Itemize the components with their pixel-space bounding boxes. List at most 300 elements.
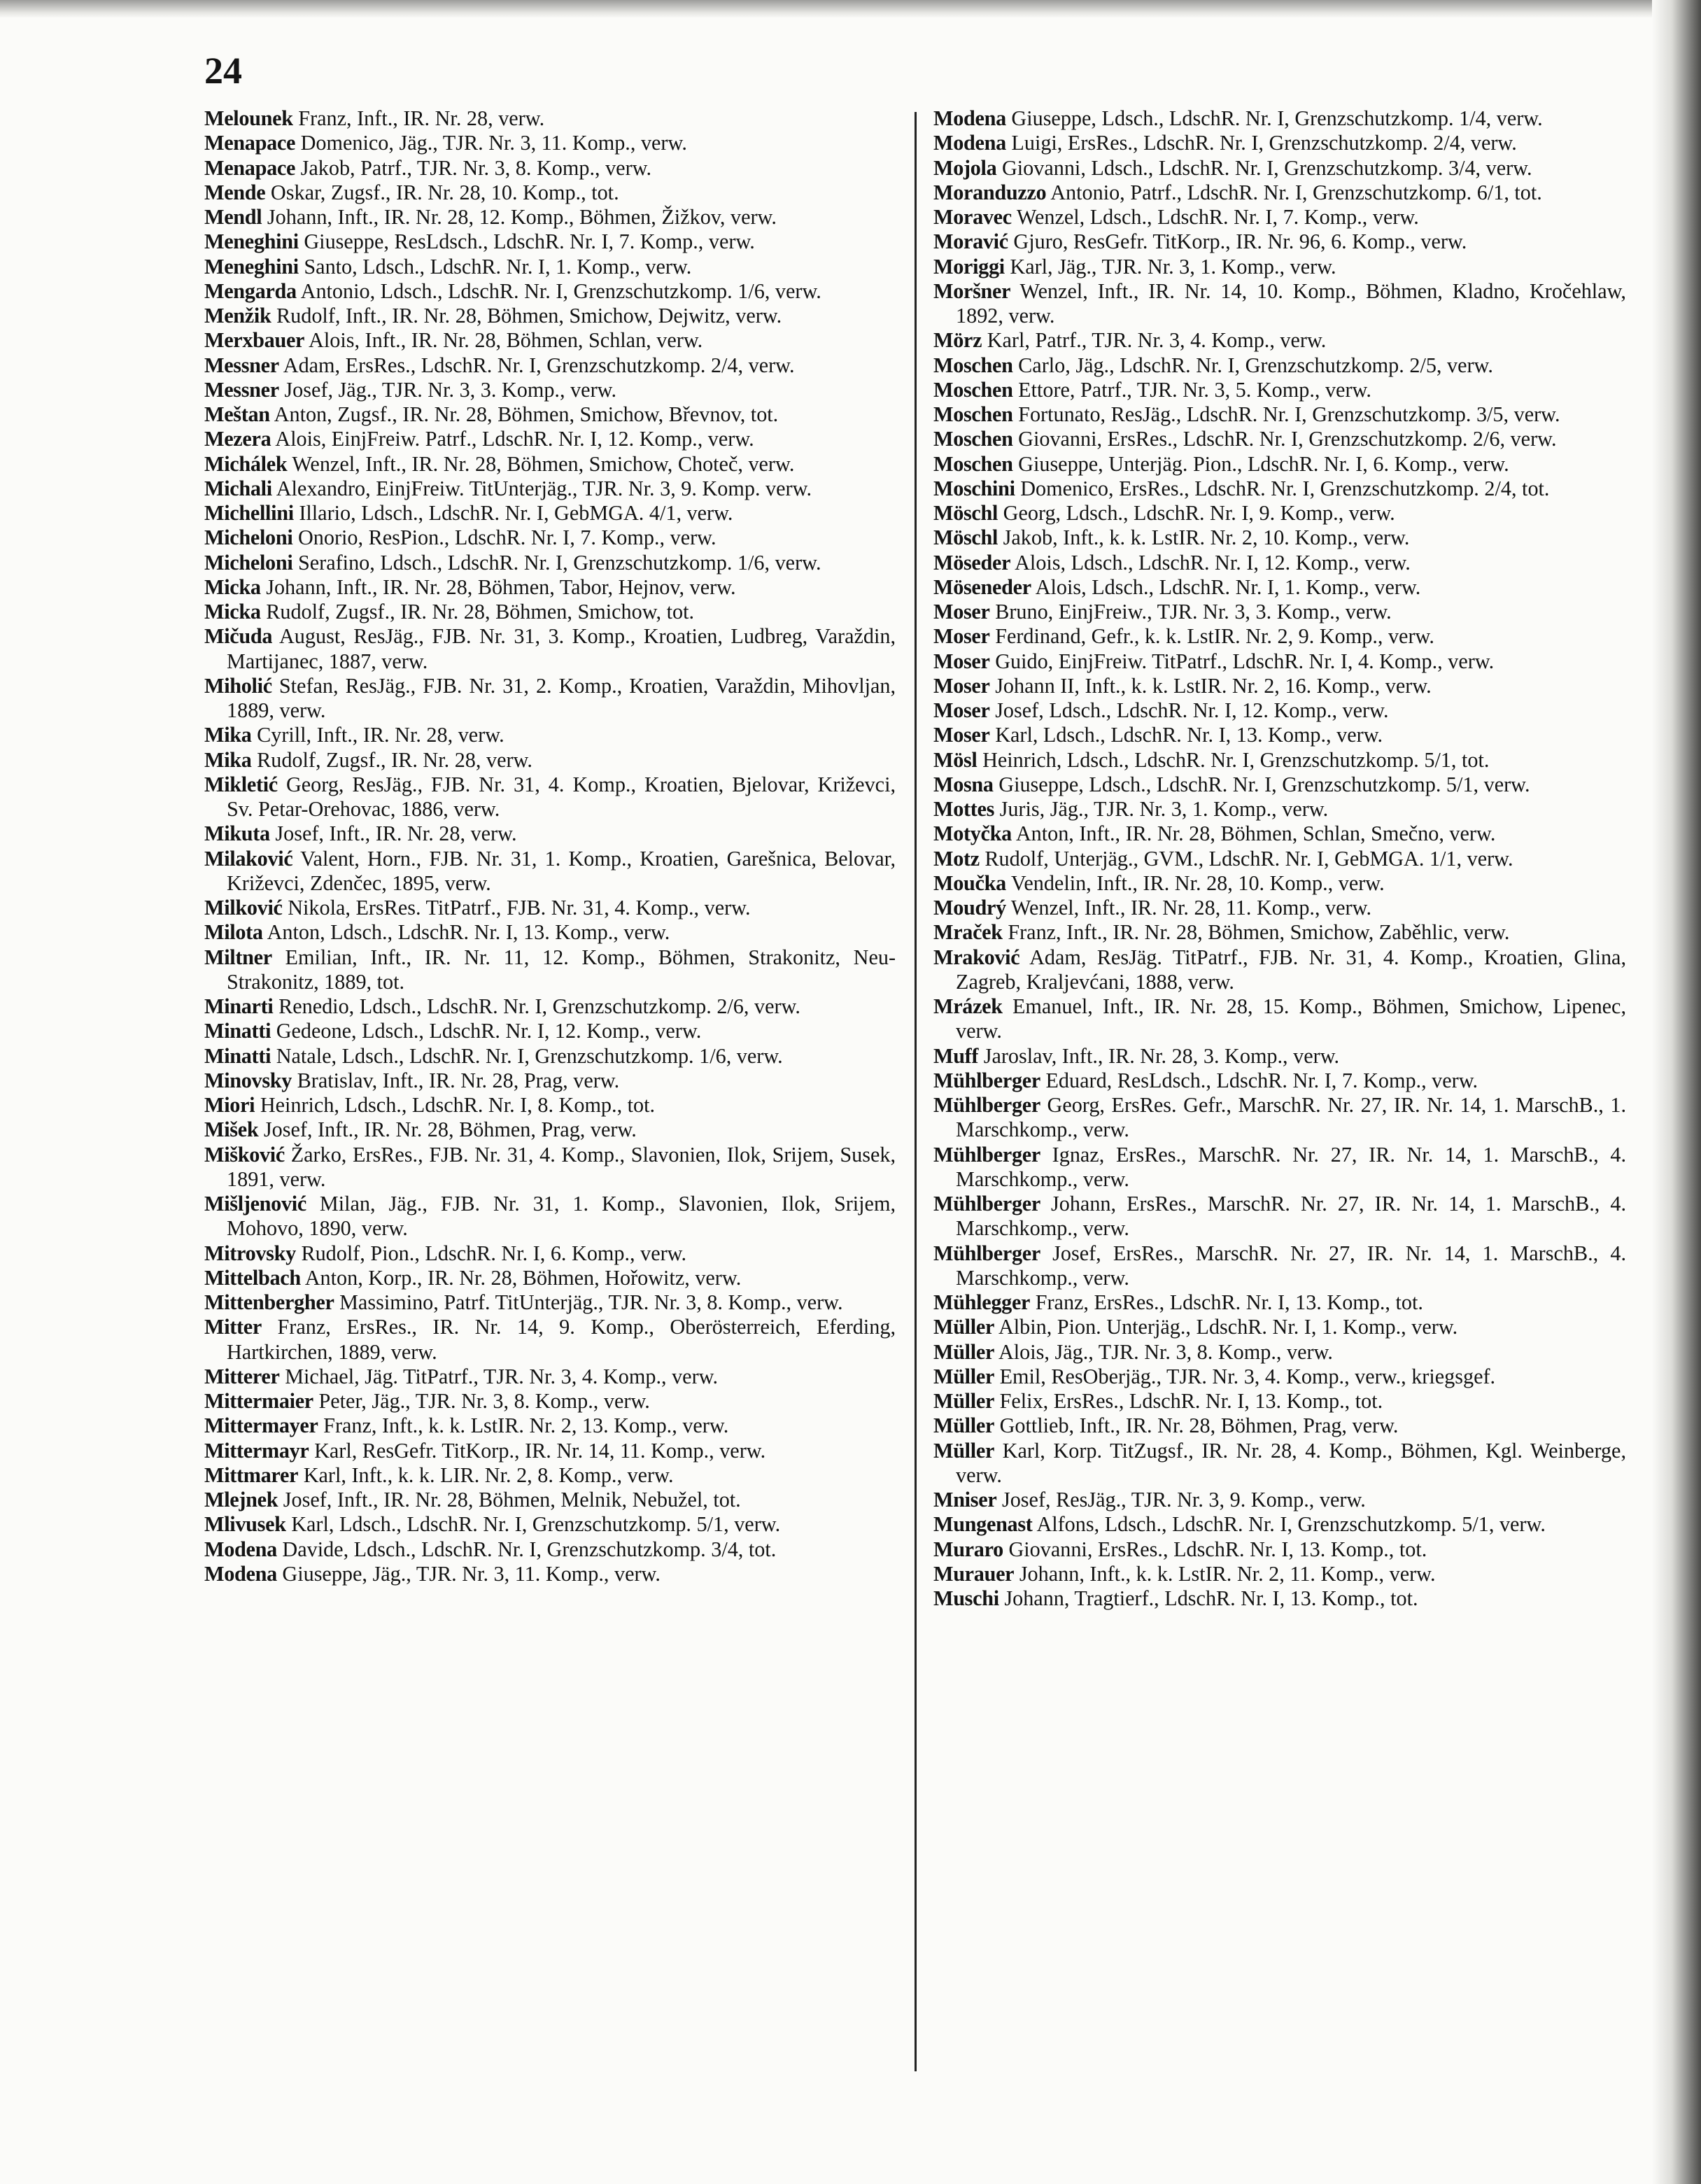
roll-entry (204, 624, 896, 674)
roll-entry (933, 1512, 1626, 1537)
roll-entry (933, 994, 1626, 1044)
entry-details: Wenzel, Inft., IR. Nr. 28, Böhmen, Smichow, Choteč, verw. (292, 451, 795, 476)
entry-details: Franz, Inft., IR. Nr. 28, verw. (298, 106, 545, 130)
roll-entry (933, 255, 1626, 279)
roll-entry (204, 452, 896, 477)
roll-entry (933, 181, 1626, 205)
entry-details: Natale, Ldsch., LdschR. Nr. I, Grenzschutzkomp. 1/6, verw. (276, 1043, 783, 1068)
entry-details: Ferdinand, Gefr., k. k. LstIR. Nr. 2, 9. Komp., verw. (995, 624, 1434, 649)
entry-details: Domenico, ErsRes., LdschR. Nr. I, Grenzschutzkomp. 2/4, tot. (1020, 476, 1550, 500)
surname: Moriggi (933, 254, 1005, 279)
surname: Mika (204, 747, 252, 772)
entry-details: Karl, Korp. TitZugsf., IR. Nr. 28, 4. Komp., Böhmen, Kgl. Weinberge, verw. (956, 1438, 1626, 1487)
surname: Mörz (933, 328, 982, 353)
entry-details: Karl, Inft., k. k. LIR. Nr. 2, 8. Komp., verw. (303, 1463, 674, 1487)
surname: Mühlberger (933, 1142, 1040, 1167)
surname: Möschl (933, 526, 998, 550)
surname: Melounek (204, 106, 293, 130)
entry-details: Giuseppe, Unterjäg. Pion., LdschR. Nr. I, 6. Komp., verw. (1018, 451, 1509, 476)
surname: Meneghini (204, 254, 299, 279)
entry-details: Bruno, EinjFreiw., TJR. Nr. 3, 3. Komp., verw. (995, 600, 1392, 624)
surname: Minovsky (204, 1068, 292, 1092)
entry-details: Oskar, Zugsf., IR. Nr. 28, 10. Komp., tot. (270, 180, 619, 204)
surname: Miori (204, 1093, 255, 1117)
surname: Mösl (933, 747, 977, 772)
surname: Mlivusek (204, 1512, 286, 1537)
surname: Michálek (204, 451, 288, 476)
surname: Motyčka (933, 822, 1012, 846)
roll-entry (204, 156, 896, 181)
entry-details: Josef, Inft., IR. Nr. 28, Böhmen, Prag, verw. (263, 1118, 637, 1142)
roll-entry (204, 1241, 896, 1266)
surname: Mittermayer (204, 1414, 318, 1438)
surname: Modena (933, 106, 1006, 130)
surname: Moser (933, 600, 990, 624)
surname: Milaković (204, 846, 293, 871)
entry-details: Emil, ResOberjäg., TJR. Nr. 3, 4. Komp., verw., kriegsgef. (999, 1364, 1496, 1388)
roll-entry (933, 723, 1626, 747)
roll-entry (933, 600, 1626, 624)
roll-entry (933, 526, 1626, 550)
surname: Mišković (204, 1142, 285, 1167)
roll-entry (933, 1069, 1626, 1093)
roll-entry (933, 1562, 1626, 1586)
entry-details: Giuseppe, Ldsch., LdschR. Nr. I, Grenzschutzkomp. 1/4, verw. (1011, 106, 1543, 130)
right-column (933, 106, 1626, 1611)
surname: Mitter (204, 1315, 262, 1339)
roll-entry (933, 279, 1626, 329)
entry-details: Milan, Jäg., FJB. Nr. 31, 1. Komp., Slavonien, Ilok, Srijem, Mohovo, 1890, verw. (227, 1192, 896, 1241)
entry-details: Georg, ErsRes. Gefr., MarschR. Nr. 27, IR. Nr. 14, 1. MarschB., 1. Marschkomp., verw. (956, 1093, 1627, 1142)
surname: Mrázek (933, 994, 1003, 1018)
roll-entry (933, 131, 1626, 155)
surname: Müller (933, 1438, 995, 1463)
roll-entry (933, 847, 1626, 871)
entry-details: Giuseppe, Ldsch., LdschR. Nr. I, Grenzschutzkomp. 5/1, verw. (998, 772, 1530, 796)
surname: Mojola (933, 155, 997, 180)
roll-entry (204, 477, 896, 501)
roll-entry (933, 871, 1626, 896)
surname: Moser (933, 673, 990, 698)
roll-entry (933, 156, 1626, 181)
entry-details: Renedio, Ldsch., LdschR. Nr. I, Grenzschutzkomp. 2/6, verw. (278, 994, 800, 1018)
surname: Möseder (933, 550, 1011, 575)
scan-top-edge (0, 0, 1701, 18)
surname: Müller (933, 1414, 995, 1438)
roll-entry (933, 674, 1626, 698)
roll-entry (933, 773, 1626, 797)
entry-details: Guido, EinjFreiw. TitPatrf., LdschR. Nr. I, 4. Komp., verw. (995, 649, 1495, 673)
roll-entry (933, 1192, 1626, 1241)
entry-details: Rudolf, Inft., IR. Nr. 28, Böhmen, Smichow, Dejwitz, verw. (276, 304, 782, 327)
roll-entry (933, 920, 1626, 945)
entry-details: Onorio, ResPion., LdschR. Nr. I, 7. Komp., verw. (297, 526, 717, 550)
roll-entry (933, 1241, 1626, 1291)
roll-entry (933, 945, 1626, 995)
entry-details: Illario, Ldsch., LdschR. Nr. I, GebMGA. 4/1, verw. (299, 501, 733, 525)
roll-entry (933, 1586, 1626, 1611)
entry-details: Alexandro, EinjFreiw. TitUnterjäg., TJR. Nr. 3, 9. Komp. verw. (276, 476, 812, 500)
roll-entry (204, 575, 896, 600)
surname: Moschen (933, 451, 1013, 476)
surname: Müller (933, 1389, 995, 1413)
roll-entry (204, 1365, 896, 1389)
entry-details: Serafino, Ldsch., LdschR. Nr. I, Grenzschutzkomp. 1/6, verw. (297, 550, 821, 575)
surname: Muschi (933, 1586, 999, 1610)
entry-details: Adam, ResJäg. TitPatrf., FJB. Nr. 31, 4. Komp., Kroatien, Glina, Zagreb, Kraljevćani, 1888, verw. (956, 945, 1626, 994)
entry-details: Wenzel, Inft., IR. Nr. 14, 10. Komp., Böhmen, Kladno, Kročehlaw, 1892, verw. (956, 279, 1626, 327)
surname: Mikuta (204, 822, 270, 846)
roll-entry (204, 723, 896, 747)
surname: Moser (933, 698, 990, 722)
entry-details: Heinrich, Ldsch., LdschR. Nr. I, Grenzschutzkomp. 5/1, tot. (982, 747, 1490, 772)
entry-details: Josef, Inft., IR. Nr. 28, Böhmen, Melnik, Nebužel, tot. (283, 1488, 741, 1512)
entry-details: Albin, Pion. Unterjäg., LdschR. Nr. I, 1. Komp., verw. (998, 1315, 1458, 1339)
entry-details: Josef, Ldsch., LdschR. Nr. I, 12. Komp., verw. (995, 698, 1389, 722)
surname: Minarti (204, 994, 274, 1018)
surname: Michellini (204, 501, 294, 525)
surname: Menžik (204, 304, 271, 327)
surname: Muraro (933, 1537, 1003, 1561)
entry-details: Jaroslav, Inft., IR. Nr. 28, 3. Komp., verw. (983, 1043, 1340, 1068)
surname: Mitrovsky (204, 1241, 296, 1265)
entry-details: Franz, Inft., k. k. LstIR. Nr. 2, 13. Komp., verw. (323, 1414, 729, 1438)
surname: Moudrý (933, 896, 1006, 920)
entry-details: Josef, Inft., IR. Nr. 28, verw. (275, 822, 517, 846)
surname: Moschen (933, 353, 1013, 377)
surname: Motz (933, 846, 980, 871)
entry-details: Rudolf, Zugsf., IR. Nr. 28, Böhmen, Smichow, tot. (266, 600, 695, 624)
surname: Moser (933, 649, 990, 673)
roll-entry (204, 600, 896, 624)
scan-right-edge (1652, 0, 1701, 2184)
entry-details: Alfons, Ldsch., LdschR. Nr. I, Grenzschutzkomp. 5/1, verw. (1036, 1512, 1546, 1537)
roll-entry (204, 304, 896, 328)
roll-entry (933, 748, 1626, 773)
entry-details: Juris, Jäg., TJR. Nr. 3, 1. Komp., verw. (999, 797, 1329, 821)
surname: Mezera (204, 427, 271, 451)
surname: Modena (204, 1537, 277, 1561)
surname: Mühlberger (933, 1192, 1040, 1216)
roll-entry (204, 551, 896, 575)
roll-entry (933, 402, 1626, 427)
roll-entry (933, 205, 1626, 230)
entry-details: Peter, Jäg., TJR. Nr. 3, 8. Komp., verw. (318, 1389, 650, 1413)
surname: Mühlberger (933, 1241, 1040, 1265)
surname: Mika (204, 723, 252, 747)
roll-entry (204, 378, 896, 402)
roll-entry (933, 1315, 1626, 1339)
roll-entry (204, 1389, 896, 1414)
roll-entry (933, 328, 1626, 353)
roll-entry (933, 1340, 1626, 1365)
column-divider (915, 112, 917, 2071)
entry-details: Fortunato, ResJäg., LdschR. Nr. I, Grenzschutzkomp. 3/5, verw. (1018, 402, 1560, 426)
surname: Mühlberger (933, 1093, 1040, 1117)
entry-details: Domenico, Jäg., TJR. Nr. 3, 11. Komp., verw. (300, 131, 687, 155)
surname: Moschini (933, 476, 1015, 500)
roll-entry (204, 1044, 896, 1069)
surname: Mühlberger (933, 1068, 1040, 1092)
entry-details: Jakob, Inft., k. k. LstIR. Nr. 2, 10. Komp., verw. (1003, 526, 1410, 550)
left-column (204, 106, 896, 1586)
roll-entry (204, 1562, 896, 1586)
roll-entry (204, 674, 896, 724)
entry-details: Georg, Ldsch., LdschR. Nr. I, 9. Komp., verw. (1003, 501, 1395, 525)
entry-details: Karl, Ldsch., LdschR. Nr. I, 13. Komp., verw. (995, 723, 1383, 747)
roll-entry (933, 106, 1626, 131)
entry-details: Heinrich, Ldsch., LdschR. Nr. I, 8. Komp., tot. (260, 1093, 656, 1117)
roll-entry (204, 501, 896, 526)
surname: Mikletić (204, 772, 278, 796)
roll-entry (204, 1290, 896, 1315)
roll-entry (204, 1266, 896, 1290)
surname: Mišljenović (204, 1192, 306, 1216)
entry-details: Giovanni, Ldsch., LdschR. Nr. I, Grenzschutzkomp. 3/4, verw. (1001, 155, 1532, 180)
surname: Mittmarer (204, 1463, 299, 1487)
entry-details: Gjuro, ResGefr. TitKorp., IR. Nr. 96, 6. Komp., verw. (1013, 230, 1467, 254)
roll-entry (933, 551, 1626, 575)
entry-details: Michael, Jäg. TitPatrf., TJR. Nr. 3, 4. Komp., verw. (285, 1364, 719, 1388)
entry-details: Giuseppe, Jäg., TJR. Nr. 3, 11. Komp., verw. (282, 1561, 661, 1586)
roll-entry (204, 1192, 896, 1241)
entry-details: Gottlieb, Inft., IR. Nr. 28, Böhmen, Prag, verw. (999, 1414, 1399, 1438)
surname: Mittermaier (204, 1389, 313, 1413)
surname: Mendl (204, 205, 262, 229)
surname: Mengarda (204, 279, 297, 303)
roll-entry (204, 1118, 896, 1142)
roll-entry (933, 1439, 1626, 1488)
entry-details: Karl, Patrf., TJR. Nr. 3, 4. Komp., verw. (987, 328, 1327, 353)
surname: Moser (933, 624, 990, 649)
roll-entry (204, 181, 896, 205)
entry-details: Santo, Ldsch., LdschR. Nr. I, 1. Komp., verw. (304, 254, 692, 279)
entry-details: Ettore, Patrf., TJR. Nr. 3, 5. Komp., verw. (1018, 377, 1371, 402)
entry-details: Gedeone, Ldsch., LdschR. Nr. I, 12. Komp., verw. (276, 1019, 702, 1043)
roll-entry (204, 1414, 896, 1438)
surname: Meštan (204, 402, 270, 426)
roll-entry (204, 994, 896, 1019)
roll-entry (933, 1365, 1626, 1389)
roll-entry (204, 847, 896, 896)
entry-details: Wenzel, Inft., IR. Nr. 28, 11. Komp., verw. (1010, 896, 1371, 920)
surname: Mittermayr (204, 1438, 309, 1463)
entry-details: Franz, ErsRes., LdschR. Nr. I, 13. Komp., tot. (1035, 1290, 1423, 1314)
surname: Murauer (933, 1561, 1015, 1586)
entry-details: Bratislav, Inft., IR. Nr. 28, Prag, verw. (297, 1068, 620, 1092)
surname: Müller (933, 1339, 995, 1364)
roll-entry (933, 427, 1626, 451)
entry-details: Josef, ErsRes., MarschR. Nr. 27, IR. Nr. 14, 1. MarschB., 4. Marschkomp., verw. (956, 1241, 1627, 1290)
surname: Moranduzzo (933, 180, 1047, 204)
roll-entry (204, 1537, 896, 1562)
entry-details: Anton, Inft., IR. Nr. 28, Böhmen, Schlan, Smečno, verw. (1015, 822, 1496, 846)
surname: Mišek (204, 1118, 259, 1142)
roll-entry (204, 748, 896, 773)
entry-details: Giuseppe, ResLdsch., LdschR. Nr. I, 7. Komp., verw. (304, 230, 755, 254)
roll-entry (933, 1414, 1626, 1438)
roll-entry (933, 1143, 1626, 1192)
entry-details: Alois, Ldsch., LdschR. Nr. I, 1. Komp., verw. (1035, 575, 1421, 599)
surname: Müller (933, 1315, 995, 1339)
roll-entry (204, 106, 896, 131)
entry-details: Alois, Ldsch., LdschR. Nr. I, 12. Komp., verw. (1015, 550, 1411, 575)
surname: Mittelbach (204, 1265, 301, 1290)
surname: Moravić (933, 230, 1008, 254)
surname: Möschl (933, 501, 998, 525)
surname: Micka (204, 600, 261, 624)
surname: Minatti (204, 1019, 271, 1043)
entry-details: Georg, ResJäg., FJB. Nr. 31, 4. Komp., Kroatien, Bjelovar, Križevci, Sv. Petar-Orehovac, 1886, verw. (227, 772, 896, 821)
entry-details: Jakob, Patrf., TJR. Nr. 3, 8. Komp., verw. (300, 155, 652, 180)
roll-entry (933, 353, 1626, 378)
roll-entry (933, 1488, 1626, 1512)
surname: Möseneder (933, 575, 1031, 599)
entry-details: Rudolf, Pion., LdschR. Nr. I, 6. Komp., verw. (301, 1241, 687, 1265)
surname: Milković (204, 896, 283, 920)
roll-entry (933, 1044, 1626, 1069)
roll-entry (933, 575, 1626, 600)
surname: Moschen (933, 377, 1013, 402)
entry-details: Eduard, ResLdsch., LdschR. Nr. I, 7. Komp., verw. (1045, 1068, 1478, 1092)
surname: Mosna (933, 772, 994, 796)
surname: Muff (933, 1043, 979, 1068)
page-number: 24 (204, 50, 242, 92)
surname: Mühlegger (933, 1290, 1031, 1314)
roll-entry (933, 698, 1626, 723)
entry-details: Stefan, ResJäg., FJB. Nr. 31, 2. Komp., Kroatien, Varaždin, Mihovljan, 1889, verw. (227, 673, 896, 722)
surname: Merxbauer (204, 328, 305, 353)
surname: Müller (933, 1364, 995, 1388)
surname: Mraček (933, 920, 1003, 945)
roll-entry (204, 920, 896, 945)
surname: Mitterer (204, 1364, 280, 1388)
entry-details: Adam, ErsRes., LdschR. Nr. I, Grenzschutzkomp. 2/4, verw. (283, 353, 795, 377)
roll-entry (933, 624, 1626, 649)
entry-details: Vendelin, Inft., IR. Nr. 28, 10. Komp., verw. (1010, 871, 1385, 895)
entry-details: Johann II, Inft., k. k. LstIR. Nr. 2, 16. Komp., verw. (995, 673, 1432, 698)
entry-details: Anton, Ldsch., LdschR. Nr. I, 13. Komp., verw. (267, 920, 670, 945)
roll-entry (933, 822, 1626, 846)
entry-details: Josef, ResJäg., TJR. Nr. 3, 9. Komp., verw. (1001, 1488, 1366, 1512)
roll-entry (204, 526, 896, 550)
roll-entry (204, 402, 896, 427)
entry-details: Giovanni, ErsRes., LdschR. Nr. I, Grenzschutzkomp. 2/6, verw. (1018, 427, 1557, 451)
surname: Mungenast (933, 1512, 1033, 1537)
roll-entry (933, 501, 1626, 526)
roll-entry (933, 477, 1626, 501)
entry-details: Emilian, Inft., IR. Nr. 11, 12. Komp., Böhmen, Strakonitz, Neu-Strakonitz, 1889, tot. (227, 945, 896, 994)
entry-details: Felix, ErsRes., LdschR. Nr. I, 13. Komp., tot. (999, 1389, 1383, 1413)
entry-details: Johann, Inft., IR. Nr. 28, Böhmen, Tabor, Hejnov, verw. (266, 575, 736, 599)
entry-details: Josef, Jäg., TJR. Nr. 3, 3. Komp., verw. (284, 377, 617, 402)
roll-entry (204, 255, 896, 279)
entry-details: Valent, Horn., FJB. Nr. 31, 1. Komp., Kroatien, Garešnica, Belovar, Križevci, Zdenčec, 1895, verw. (227, 846, 896, 895)
surname: Milota (204, 920, 263, 945)
surname: Minatti (204, 1043, 271, 1068)
entry-details: Cyrill, Inft., IR. Nr. 28, verw. (257, 723, 504, 747)
surname: Mende (204, 180, 266, 204)
surname: Mičuda (204, 624, 273, 649)
roll-entry (933, 1537, 1626, 1562)
surname: Meneghini (204, 230, 299, 254)
roll-entry (933, 452, 1626, 477)
entry-details: Franz, ErsRes., IR. Nr. 14, 9. Komp., Oberösterreich, Eferding, Hartkirchen, 1889, verw. (227, 1315, 896, 1364)
entry-details: Alois, EinjFreiw. Patrf., LdschR. Nr. I, 12. Komp., verw. (275, 427, 754, 451)
roll-entry (933, 1093, 1626, 1143)
roll-entry (204, 773, 896, 822)
roll-entry (933, 230, 1626, 254)
entry-details: Rudolf, Unterjäg., GVM., LdschR. Nr. I, GebMGA. 1/1, verw. (984, 846, 1513, 871)
entry-details: Giovanni, ErsRes., LdschR. Nr. I, 13. Komp., tot. (1008, 1537, 1427, 1561)
surname: Modena (204, 1561, 277, 1586)
entry-details: Rudolf, Zugsf., IR. Nr. 28, verw. (257, 747, 532, 772)
entry-details: Alois, Jäg., TJR. Nr. 3, 8. Komp., verw. (998, 1339, 1333, 1364)
entry-details: August, ResJäg., FJB. Nr. 31, 3. Komp., Kroatien, Ludbreg, Varaždin, Martijanec, 1887, verw. (227, 624, 896, 673)
entry-details: Karl, Jäg., TJR. Nr. 3, 1. Komp., verw. (1010, 254, 1336, 279)
roll-entry (204, 230, 896, 254)
entry-details: Johann, Tragtierf., LdschR. Nr. I, 13. Komp., tot. (1004, 1586, 1418, 1610)
entry-details: Massimino, Patrf. TitUnterjäg., TJR. Nr. 3, 8. Komp., verw. (339, 1290, 843, 1314)
entry-details: Ignaz, ErsRes., MarschR. Nr. 27, IR. Nr. 14, 1. MarschB., 4. Marschkomp., verw. (956, 1142, 1627, 1191)
surname: Moravec (933, 205, 1012, 229)
surname: Moser (933, 723, 990, 747)
entry-details: Emanuel, Inft., IR. Nr. 28, 15. Komp., Böhmen, Smichow, Lipenec, verw. (956, 994, 1627, 1043)
roll-entry (204, 427, 896, 451)
roll-entry (204, 279, 896, 304)
surname: Moschen (933, 427, 1013, 451)
entry-details: Nikola, ErsRes. TitPatrf., FJB. Nr. 31, 4. Komp., verw. (288, 896, 751, 920)
entry-details: Alois, Inft., IR. Nr. 28, Böhmen, Schlan, verw. (309, 328, 703, 353)
roll-entry (204, 945, 896, 995)
entry-details: Johann, Inft., k. k. LstIR. Nr. 2, 11. Komp., verw. (1019, 1561, 1436, 1586)
roll-entry (204, 1512, 896, 1537)
surname: Messner (204, 377, 279, 402)
roll-entry (204, 328, 896, 353)
roll-entry (933, 649, 1626, 674)
roll-entry (204, 896, 896, 920)
surname: Menapace (204, 155, 296, 180)
roll-entry (204, 1069, 896, 1093)
entry-details: Žarko, ErsRes., FJB. Nr. 31, 4. Komp., Slavonien, Ilok, Srijem, Susek, 1891, verw. (227, 1142, 896, 1191)
entry-details: Anton, Korp., IR. Nr. 28, Böhmen, Hořowitz, verw. (304, 1265, 742, 1290)
surname: Mlejnek (204, 1488, 278, 1512)
surname: Micka (204, 575, 261, 599)
entry-details: Franz, Inft., IR. Nr. 28, Böhmen, Smichow, Zaběhlic, verw. (1008, 920, 1510, 945)
entry-details: Wenzel, Ldsch., LdschR. Nr. I, 7. Komp., verw. (1016, 205, 1419, 229)
roll-entry (204, 205, 896, 230)
roll-entry (933, 1290, 1626, 1315)
surname: Mniser (933, 1488, 997, 1512)
surname: Miltner (204, 945, 272, 969)
roll-entry (933, 896, 1626, 920)
roll-entry (204, 1143, 896, 1192)
entry-details: Johann, ErsRes., MarschR. Nr. 27, IR. Nr. 14, 1. MarschB., 4. Marschkomp., verw. (956, 1192, 1626, 1241)
surname: Moschen (933, 402, 1013, 426)
roll-entry (204, 131, 896, 155)
entry-details: Karl, Ldsch., LdschR. Nr. I, Grenzschutzkomp. 5/1, verw. (291, 1512, 781, 1537)
roll-entry (204, 1439, 896, 1463)
roll-entry (204, 1488, 896, 1512)
entry-details: Carlo, Jäg., LdschR. Nr. I, Grenzschutzkomp. 2/5, verw. (1018, 353, 1493, 377)
entry-details: Karl, ResGefr. TitKorp., IR. Nr. 14, 11. Komp., verw. (314, 1438, 766, 1463)
surname: Mraković (933, 945, 1020, 969)
surname: Miholić (204, 673, 272, 698)
surname: Micheloni (204, 526, 293, 550)
surname: Moučka (933, 871, 1006, 895)
surname: Menapace (204, 131, 296, 155)
entry-details: Anton, Zugsf., IR. Nr. 28, Böhmen, Smichow, Břevnov, tot. (274, 402, 779, 426)
